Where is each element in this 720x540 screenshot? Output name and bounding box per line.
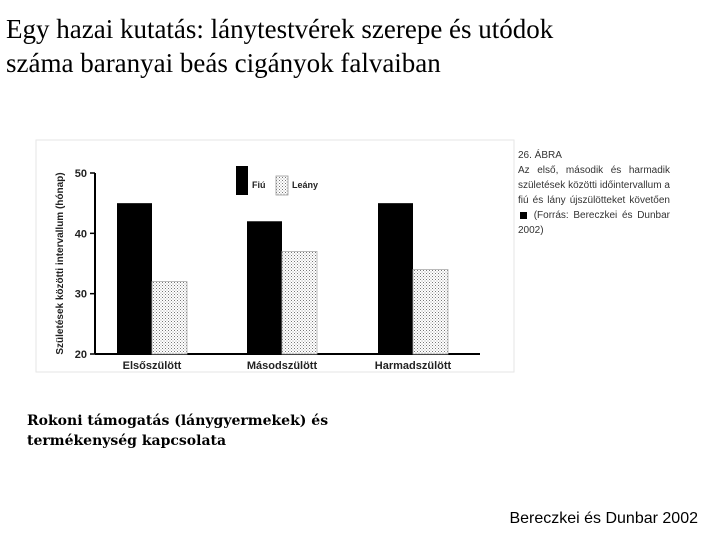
bar-leany-1 xyxy=(152,282,187,354)
legend-label-leany: Leány xyxy=(292,180,319,190)
figure-caption-source: (Forrás: Bereczkei és Dunbar 2002) xyxy=(518,210,670,236)
figure-caption-text: Az első, második és harmadik születések közötti időintervallum a fiú és lány újszülötteket követően xyxy=(518,165,670,206)
bar-fiu-1 xyxy=(117,203,152,354)
subcaption-line-1: Rokoni támogatás (lánygyermekek) és xyxy=(27,413,329,429)
y-tick-label: 20 xyxy=(74,349,87,361)
x-tick-label: Harmadszülött xyxy=(374,360,452,372)
figure-caption xyxy=(518,148,670,238)
slide-title-line-1: Egy hazai kutatás: lánytestvérek szerepe és utódok xyxy=(6,14,554,44)
credit: Bereczkei és Dunbar 2002 xyxy=(509,510,698,527)
y-tick-label: 40 xyxy=(74,228,87,241)
bar-leany-3 xyxy=(413,270,448,354)
bar-leany-2 xyxy=(282,251,317,354)
y-tick-label: 50 xyxy=(74,168,87,180)
black-square-icon xyxy=(520,212,527,219)
figure-number: 26. ÁBRA xyxy=(518,150,562,161)
legend-swatch-fiu xyxy=(236,166,248,195)
bar-fiu-3 xyxy=(378,203,413,354)
subcaption xyxy=(27,411,347,451)
y-tick-label: 30 xyxy=(74,288,87,301)
bar-fiu-2 xyxy=(247,221,282,354)
legend-swatch-leany xyxy=(276,176,288,195)
y-axis-label: Születések közötti intervallum (hónap) xyxy=(55,172,66,355)
legend-label-fiu: Fiú xyxy=(252,180,266,190)
x-tick-label: Másodszülött xyxy=(246,360,318,372)
x-tick-label: Elsőszülött xyxy=(122,360,182,372)
slide-title-line-2: száma baranyai beás cigányok falvaiban xyxy=(6,48,441,78)
subcaption-line-2: termékenység kapcsolata xyxy=(27,433,227,449)
